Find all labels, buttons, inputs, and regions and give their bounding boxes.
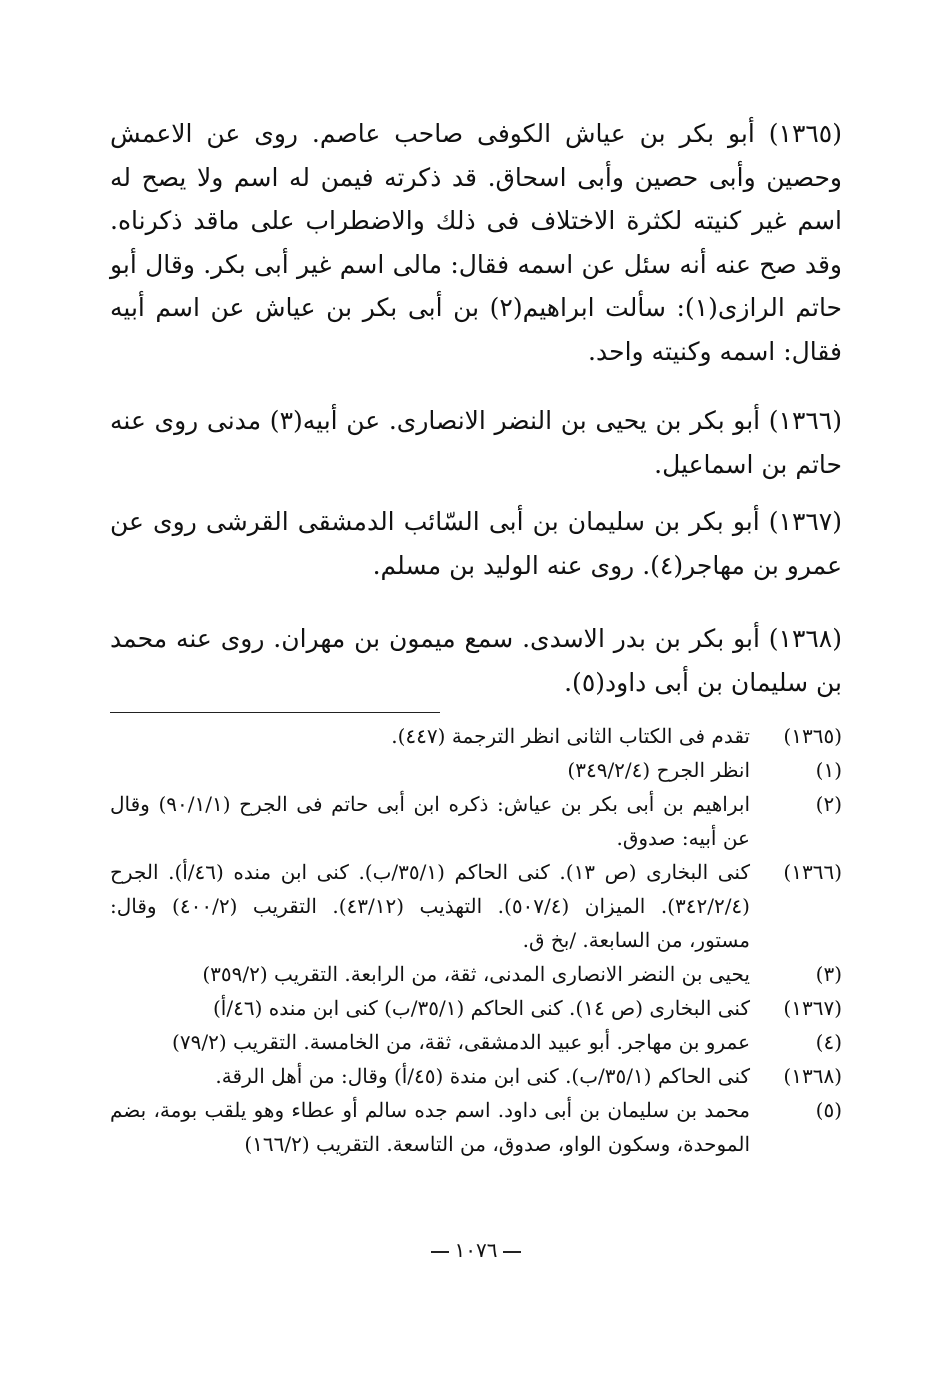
- footnote-number: (٤): [815, 1030, 842, 1054]
- footnote: [110, 1093, 842, 1161]
- footnote-text: تقدم فى الكتاب الثانى انظر الترجمة (٤٤٧).: [391, 724, 750, 748]
- footnote-number: (٣): [815, 962, 842, 986]
- footnote-number: (١٣٦٨): [783, 1064, 842, 1088]
- footnote-separator: [110, 712, 440, 713]
- footnote: [110, 1059, 842, 1093]
- page-content: [110, 112, 842, 1161]
- entry-1367: (١٣٦٧) أبو بكر بن سليمان بن أبى السّائب الدمشقى القرشى روى عن عمرو بن مهاجر(٤). روى عنه الوليد بن مسلم.: [110, 507, 842, 580]
- footnote: [110, 855, 842, 957]
- footnote-text: ابراهيم بن أبى بكر بن عياش: ذكره ابن أبى حاتم فى الجرح (٩٠/١/١) وقال عن أبيه: صدوق.: [110, 792, 750, 850]
- footnote: [110, 957, 842, 991]
- footnote-text: انظر الجرح (٣٤٩/٢/٤): [567, 758, 750, 782]
- footnote-text: كنى الحاكم (٣٥/١/ب). كنى ابن مندة (٤٥/أ) وقال: من أهل الرقة.: [215, 1064, 750, 1088]
- footnote-number: (٥): [815, 1098, 842, 1122]
- page-number-text: ١٠٧٦: [454, 1238, 498, 1262]
- entry-1368: (١٣٦٨) أبو بكر بن بدر الاسدى. سمع ميمون بن مهران. روى عنه محمد بن سليمان بن أبى داود(٥).: [110, 624, 842, 697]
- entry-1365: (١٣٦٥) أبو بكر بن عياش الكوفى صاحب عاصم. روى عن الاعمش وحصين وأبى حصين وأبى اسحاق. قد ذكرته فيمن له اسم ولا يصح له اسم غير كنيته لكثرة الاختلاف فى ذلك والاضطراب على ماقد ذكرناه. وقد صح عنه أنه سئل عن اسمه فقال: مالى اسم غير أبى بكر. وقال أبو حاتم الرازى(١): سألت ابراهيم(٢) بن أبى بكر بن عياش عن اسم أبيه فقال: اسمه وكنيته واحد.: [110, 119, 843, 366]
- footnote: [110, 719, 842, 753]
- entry-1366: (١٣٦٦) أبو بكر بن يحيى بن النضر الانصارى. عن أبيه(٣) مدنى روى عنه حاتم بن اسماعيل.: [110, 406, 842, 479]
- footnote: [110, 1025, 842, 1059]
- dash-right: [431, 1251, 449, 1253]
- footnote-number: (١٣٦٧): [783, 996, 842, 1020]
- footnote-text: كنى البخارى (ص ١٣). كنى الحاكم (٣٥/١/ب). كنى ابن منده (٤٦/أ). الجرح (٣٤٢/٢/٤). الميزان (٥٠٧/٤). التهذيب (٤٣/١٢). التقريب (٤٠٠/٢) وقال: مستور، من السابعة. /بخ ق.: [110, 860, 750, 952]
- footnote-text: كنى البخارى (ص ١٤). كنى الحاكم (٣٥/١/ب) كنى ابن منده (٤٦/أ): [213, 996, 750, 1020]
- footnote-number: (١٣٦٦): [783, 860, 842, 884]
- footnote-text: عمرو بن مهاجر. أبو عبيد الدمشقى، ثقة، من الخامسة. التقريب (٧٩/٢): [172, 1030, 750, 1054]
- dash-left: [503, 1251, 521, 1253]
- footnote: [110, 991, 842, 1025]
- footnote-number: (٢): [815, 792, 842, 816]
- footnote-number: (١): [815, 758, 842, 782]
- footnote: [110, 753, 842, 787]
- footnote-number: (١٣٦٥): [783, 724, 842, 748]
- footnote: [110, 787, 842, 855]
- footnote-text: يحيى بن النضر الانصارى المدنى، ثقة، من الرابعة. التقريب (٣٥٩/٢): [202, 962, 750, 986]
- footnotes: [110, 719, 842, 1161]
- page-number: [0, 1238, 952, 1262]
- footnote-text: محمد بن سليمان بن أبى داود. اسم جده سالم أو عطاء وهو يلقب بومة، بضم الموحدة، وسكون الواو، صدوق، من التاسعة. التقريب (١٦٦/٢): [110, 1098, 750, 1156]
